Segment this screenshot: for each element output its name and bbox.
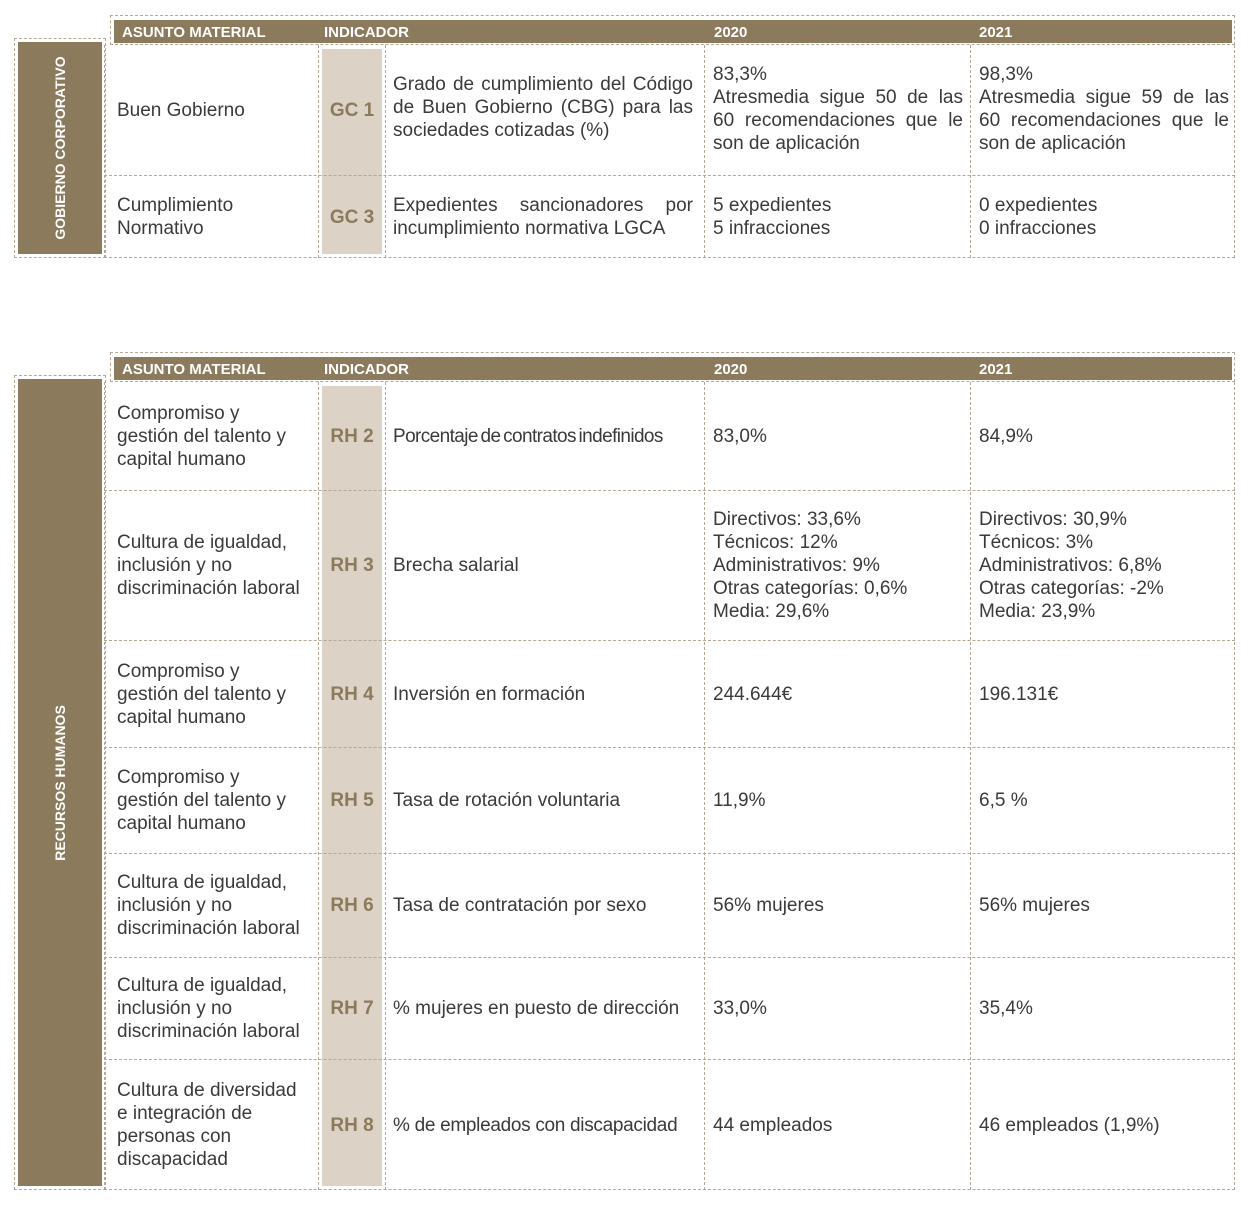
code-cell: RH 6 (330, 895, 374, 916)
value-2021-cell: 196.131€ (979, 683, 1059, 705)
value-2020-cell: 5 expedientes 5 infracciones (713, 195, 832, 239)
value-2021-cell: 98,3% Atresmedia sigue 59 de las 60 recomendaciones que le son de aplicación (979, 64, 1229, 154)
code-cell: RH 8 (330, 1114, 374, 1136)
table-header (114, 357, 1232, 380)
table-row (104, 958, 1235, 1060)
code-cell: GC 1 (329, 99, 375, 121)
header-2020: 2020 (714, 24, 748, 41)
indicador-cell: % mujeres en puesto de dirección (393, 998, 680, 1019)
asunto-cell: Compromiso y gestión del talento y capital humano (117, 767, 287, 834)
indicador-cell: Grado de cumplimiento del Código de Buen Gobierno (CBG) para las sociedades cotizadas (%) (393, 74, 693, 141)
value-2020-cell: 44 empleados (713, 1114, 833, 1136)
value-2020-cell: Directivos: 33,6% Técnicos: 12% Administrativos: 9% Otras categorías: 0,6% Media: 29,6% (713, 509, 908, 622)
code-cell: RH 4 (330, 683, 374, 705)
value-2021-cell: 56% mujeres (979, 895, 1090, 916)
header-indicador: INDICADOR (324, 361, 409, 378)
indicador-cell: Expedientes sancionadores por incumplimiento normativa LGCA (393, 195, 693, 239)
side-label-gobierno: GOBIERNO CORPORATIVO (52, 56, 68, 240)
value-2021-cell: 35,4% (979, 998, 1033, 1019)
header-asunto: ASUNTO MATERIAL (122, 361, 266, 378)
asunto-cell: Cultura de igualdad, inclusión y no discriminación laboral (117, 872, 300, 939)
value-2021-cell: Directivos: 30,9% Técnicos: 3% Administrativos: 6,8% Otras categorías: -2% Media: 23,9% (979, 509, 1164, 622)
header-2020: 2020 (714, 361, 748, 378)
asunto-cell: Cultura de igualdad, inclusión y no discriminación laboral (117, 975, 300, 1042)
asunto-cell: Cultura de diversidad e integración de personas con discapacidad (117, 1080, 297, 1170)
code-cell: RH 7 (330, 998, 374, 1019)
value-2021-cell: 0 expedientes 0 infracciones (979, 195, 1098, 239)
value-2020-cell: 244.644€ (713, 683, 793, 705)
indicador-cell: Porcentaje de contratos indefinidos (393, 425, 663, 447)
side-label-rrhh: RECURSOS HUMANOS (52, 704, 68, 861)
header-indicador: INDICADOR (324, 24, 409, 41)
side-bar-rrhh (18, 379, 102, 1186)
code-cell: RH 2 (330, 425, 374, 447)
table-row (104, 854, 1235, 958)
value-2021-cell: 84,9% (979, 425, 1033, 447)
asunto-cell: Buen Gobierno (117, 99, 245, 121)
asunto-cell: Compromiso y gestión del talento y capital humano (117, 402, 287, 470)
value-2020-cell: 83,0% (713, 425, 767, 447)
table-row (104, 382, 1235, 491)
value-2020-cell: 56% mujeres (713, 895, 824, 916)
asunto-cell: Cultura de igualdad, inclusión y no discriminación laboral (117, 532, 300, 599)
code-cell: RH 3 (330, 555, 374, 576)
indicador-cell: Tasa de rotación voluntaria (393, 790, 621, 811)
value-2021-cell: 46 empleados (1,9%) (979, 1114, 1160, 1136)
table-row (104, 641, 1235, 748)
table-row (104, 748, 1235, 854)
indicador-cell: Tasa de contratación por sexo (393, 895, 647, 916)
code-cell: RH 5 (330, 790, 374, 811)
indicador-cell: Inversión en formación (393, 683, 586, 705)
value-2020-cell: 11,9% (713, 790, 766, 811)
table-row (104, 491, 1235, 641)
indicador-cell: Brecha salarial (393, 555, 519, 576)
indicador-cell: % de empleados con discapacidad (393, 1114, 678, 1136)
header-asunto: ASUNTO MATERIAL (122, 24, 266, 41)
asunto-cell: Cumplimiento Normativo (117, 195, 234, 239)
header-2021: 2021 (979, 361, 1013, 378)
code-cell: GC 3 (329, 206, 375, 228)
value-2021-cell: 6,5 % (979, 790, 1028, 811)
asunto-cell: Compromiso y gestión del talento y capital humano (117, 660, 287, 728)
table-row (104, 1060, 1235, 1190)
value-2020-cell: 83,3% Atresmedia sigue 50 de las 60 recomendaciones que le son de aplicación (713, 64, 963, 154)
value-2020-cell: 33,0% (713, 998, 767, 1019)
header-2021: 2021 (979, 24, 1013, 41)
